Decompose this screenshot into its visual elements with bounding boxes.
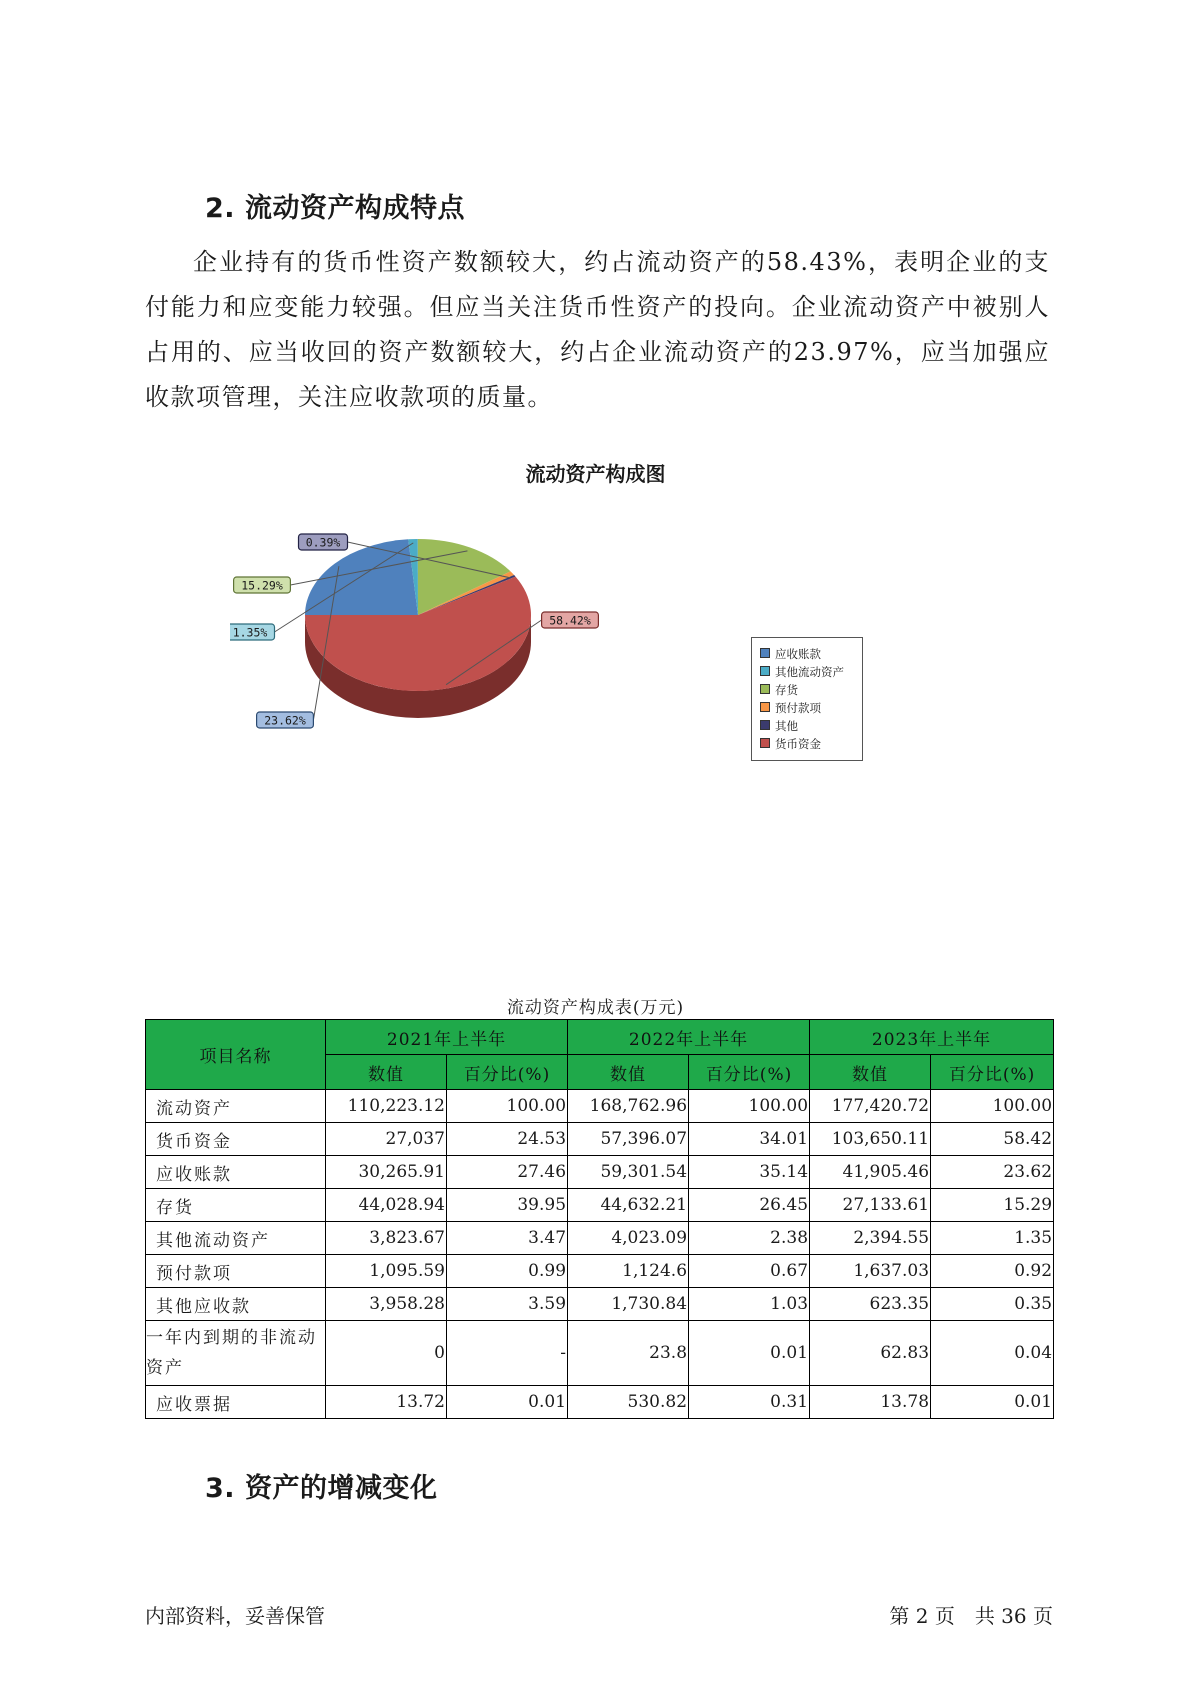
legend-item (760, 700, 821, 716)
cell-percent: 0.99 (447, 1255, 568, 1288)
pie-data-label: 1.35% (232, 625, 268, 640)
cell-value: 44,028.94 (326, 1189, 447, 1222)
current-assets-table (145, 1019, 1054, 1419)
cell-value: 1,095.59 (326, 1255, 447, 1288)
chart-title: 流动资产构成图 (525, 462, 666, 486)
cell-percent: 0.35 (931, 1288, 1054, 1321)
cell-percent: 58.42 (931, 1123, 1054, 1156)
cell-value: 62.83 (810, 1321, 931, 1386)
legend-label: 其他 (775, 719, 798, 733)
cell-percent: 3.47 (447, 1222, 568, 1255)
table-row (146, 1156, 1054, 1189)
legend-item (760, 664, 844, 680)
table-caption: 流动资产构成表(万元) (506, 998, 685, 1018)
cell-percent: 0.31 (689, 1386, 810, 1419)
table-row (146, 1090, 1054, 1123)
cell-percent: 39.95 (447, 1189, 568, 1222)
cell-percent: 100.00 (447, 1090, 568, 1123)
pie-chart (230, 520, 650, 770)
cell-percent: 100.00 (689, 1090, 810, 1123)
legend-label: 其他流动资产 (775, 665, 844, 679)
row-name: 一年内到期的非流动资产 (146, 1321, 326, 1386)
legend-label: 预付款项 (775, 701, 821, 715)
legend-item (760, 646, 821, 662)
cell-percent: 1.03 (689, 1288, 810, 1321)
header-percent: 百分比(%) (447, 1055, 568, 1090)
row-name: 预付款项 (146, 1255, 326, 1288)
pie-data-label: 23.62% (264, 713, 306, 728)
cell-value: 57,396.07 (568, 1123, 689, 1156)
pie-data-label: 58.42% (549, 613, 591, 628)
pie-data-label: 15.29% (241, 578, 283, 593)
cell-percent: 0.01 (447, 1386, 568, 1419)
cell-value: 623.35 (810, 1288, 931, 1321)
chart-legend (751, 637, 863, 761)
legend-swatch (760, 738, 770, 748)
cell-percent: 27.46 (447, 1156, 568, 1189)
legend-label: 应收账款 (775, 647, 821, 661)
cell-percent: 24.53 (447, 1123, 568, 1156)
cell-value: 27,133.61 (810, 1189, 931, 1222)
cell-value: 41,905.46 (810, 1156, 931, 1189)
row-name: 货币资金 (146, 1123, 326, 1156)
header-item-name: 项目名称 (146, 1020, 326, 1090)
cell-percent: 0.67 (689, 1255, 810, 1288)
section-3-heading: 3. 资产的增减变化 (205, 1473, 438, 1504)
legend-swatch (760, 684, 770, 694)
legend-item (760, 718, 798, 734)
table-row (146, 1386, 1054, 1419)
cell-value: 23.8 (568, 1321, 689, 1386)
header-value: 数值 (568, 1055, 689, 1090)
legend-label: 存货 (775, 683, 798, 697)
row-name: 存货 (146, 1189, 326, 1222)
cell-value: 4,023.09 (568, 1222, 689, 1255)
table-row (146, 1255, 1054, 1288)
pie-data-label: 0.39% (305, 535, 341, 550)
cell-percent: 0.92 (931, 1255, 1054, 1288)
header-year-2023: 2023年上半年 (810, 1020, 1054, 1055)
footer-page-number: 第 2 页 共 36 页 (889, 1604, 1053, 1628)
cell-value: 13.72 (326, 1386, 447, 1419)
cell-value: 44,632.21 (568, 1189, 689, 1222)
header-year-2022: 2022年上半年 (568, 1020, 810, 1055)
table-row (146, 1288, 1054, 1321)
header-value: 数值 (810, 1055, 931, 1090)
header-percent: 百分比(%) (931, 1055, 1054, 1090)
legend-swatch (760, 720, 770, 730)
cell-value: 1,637.03 (810, 1255, 931, 1288)
cell-percent: 34.01 (689, 1123, 810, 1156)
cell-value: 59,301.54 (568, 1156, 689, 1189)
cell-value: 530.82 (568, 1386, 689, 1419)
cell-value: 1,730.84 (568, 1288, 689, 1321)
header-year-2021: 2021年上半年 (326, 1020, 568, 1055)
cell-value: 103,650.11 (810, 1123, 931, 1156)
cell-percent: 100.00 (931, 1090, 1054, 1123)
cell-percent: 3.59 (447, 1288, 568, 1321)
cell-value: 3,823.67 (326, 1222, 447, 1255)
footer-left: 内部资料，妥善保管 (145, 1604, 325, 1628)
cell-value: 168,762.96 (568, 1090, 689, 1123)
legend-item (760, 682, 798, 698)
cell-percent: - (447, 1321, 568, 1386)
table-row (146, 1321, 1054, 1386)
cell-value: 110,223.12 (326, 1090, 447, 1123)
legend-swatch (760, 702, 770, 712)
cell-percent: 15.29 (931, 1189, 1054, 1222)
cell-value: 177,420.72 (810, 1090, 931, 1123)
section-2-heading: 2. 流动资产构成特点 (205, 193, 465, 224)
cell-value: 13.78 (810, 1386, 931, 1419)
cell-percent: 35.14 (689, 1156, 810, 1189)
cell-value: 30,265.91 (326, 1156, 447, 1189)
section-2-paragraph-block (145, 240, 1050, 420)
row-name: 其他流动资产 (146, 1222, 326, 1255)
legend-swatch (760, 648, 770, 658)
cell-percent: 26.45 (689, 1189, 810, 1222)
row-name: 其他应收款 (146, 1288, 326, 1321)
pie-top (305, 539, 531, 691)
cell-percent: 0.01 (689, 1321, 810, 1386)
legend-item (760, 736, 821, 752)
cell-percent: 0.01 (931, 1386, 1054, 1419)
row-name: 流动资产 (146, 1090, 326, 1123)
cell-percent: 1.35 (931, 1222, 1054, 1255)
cell-percent: 2.38 (689, 1222, 810, 1255)
section-2-paragraph: 企业持有的货币性资产数额较大，约占流动资产的58.43%，表明企业的支付能力和应变能力较强。但应当关注货币性资产的投向。企业流动资产中被别人占用的、应当收回的资产数额较大，约占企业流动资产的23.97%，应当加强应收款项管理，关注应收款项的质量。 (145, 248, 1050, 411)
cell-value: 2,394.55 (810, 1222, 931, 1255)
row-name: 应收票据 (146, 1386, 326, 1419)
cell-value: 27,037 (326, 1123, 447, 1156)
legend-label: 货币资金 (775, 737, 821, 751)
legend-swatch (760, 666, 770, 676)
cell-value: 1,124.6 (568, 1255, 689, 1288)
header-percent: 百分比(%) (689, 1055, 810, 1090)
row-name: 应收账款 (146, 1156, 326, 1189)
table-row (146, 1189, 1054, 1222)
table-row (146, 1222, 1054, 1255)
cell-percent: 23.62 (931, 1156, 1054, 1189)
cell-value: 3,958.28 (326, 1288, 447, 1321)
table-row (146, 1123, 1054, 1156)
header-value: 数值 (326, 1055, 447, 1090)
cell-value: 0 (326, 1321, 447, 1386)
cell-percent: 0.04 (931, 1321, 1054, 1386)
